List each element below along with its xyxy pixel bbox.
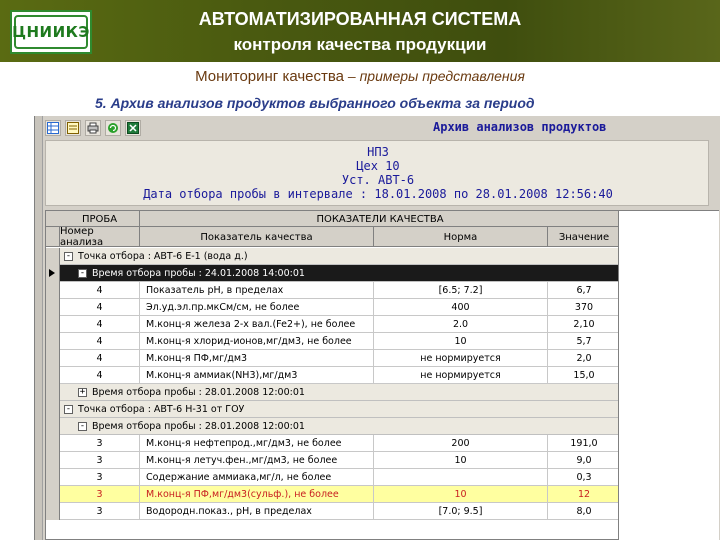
collapse-icon[interactable]: -: [79, 268, 86, 278]
sampling-point-row[interactable]: [46, 248, 619, 265]
app-window: [34, 116, 720, 540]
row-indicator[interactable]: [46, 469, 60, 486]
refresh-icon[interactable]: [105, 120, 121, 136]
cell-parameter[interactable]: [140, 367, 374, 383]
cell-number[interactable]: [60, 282, 140, 298]
cell-norm[interactable]: [374, 333, 548, 349]
analysis-grid: [45, 210, 619, 540]
cell-norm[interactable]: [374, 469, 548, 485]
sample-time-label: [92, 418, 305, 434]
cell-value-text: 0,3: [576, 471, 592, 483]
cell-parameter-text: Эл.уд.эл.пр.мкСм/см, не более: [146, 301, 300, 313]
cell-value[interactable]: [548, 333, 619, 349]
info-unit: Уст. АВТ-6: [341, 173, 415, 187]
cell-number[interactable]: [60, 367, 140, 383]
table-row[interactable]: [46, 367, 619, 384]
row-indicator[interactable]: [46, 265, 60, 282]
cell-number-text: 3: [96, 454, 103, 466]
row-indicator[interactable]: [46, 503, 60, 520]
info-period: Дата отбора пробы в интервале : 18.01.2008 по 28.01.2008 12:56:40: [143, 187, 613, 201]
cell-norm-text: [7.0; 9.5]: [438, 505, 483, 517]
cell-number-text: 4: [96, 352, 103, 364]
table-row[interactable]: [46, 435, 619, 452]
grid-icon[interactable]: [45, 120, 61, 136]
toolbar: [45, 118, 141, 138]
cell-value[interactable]: [548, 469, 619, 485]
sampling-point-text: Точка отбора : АВТ-6 Е-1 (вода д.): [78, 250, 248, 262]
sampling-point-text: Точка отбора : АВТ-6 Н-31 от ГОУ: [78, 403, 245, 415]
cell-number[interactable]: [60, 333, 140, 349]
cell-number-text: 4: [96, 318, 103, 330]
subtitle-main: Мониторинг качества: [195, 68, 345, 85]
row-indicator[interactable]: [46, 282, 60, 299]
cell-norm-text: [6.5; 7.2]: [438, 284, 483, 296]
cell-number-text: 3: [96, 488, 103, 500]
app-left-bar: [35, 116, 43, 540]
current-row-arrow-icon: [49, 269, 55, 277]
cell-value[interactable]: [548, 350, 619, 366]
sample-time-row-collapsed[interactable]: [46, 384, 619, 401]
collapse-icon[interactable]: -: [65, 404, 72, 414]
column-header-number[interactable]: Номер анализа: [60, 227, 140, 247]
cell-number-text: 4: [96, 335, 103, 347]
cell-number[interactable]: [60, 469, 140, 485]
sample-time-row[interactable]: [46, 265, 619, 282]
sample-time-text: Время отбора пробы : 28.01.2008 12:00:01: [92, 386, 305, 398]
cell-norm-text: 10: [454, 335, 467, 347]
table-row[interactable]: [46, 316, 619, 333]
cell-number[interactable]: [60, 503, 140, 519]
cell-norm-text: не нормируется: [420, 369, 501, 381]
header-group-sample[interactable]: ПРОБА: [60, 211, 140, 227]
cell-parameter[interactable]: [140, 350, 374, 366]
grid-empty-area: [619, 210, 719, 540]
cell-parameter-text: М.конц-я аммиак(NH3),мг/дм3: [146, 369, 298, 381]
table-row[interactable]: [46, 452, 619, 469]
table-row[interactable]: [46, 333, 619, 350]
cell-value[interactable]: [548, 503, 619, 519]
cell-parameter[interactable]: [140, 333, 374, 349]
header-group-row: [46, 211, 619, 227]
row-indicator[interactable]: [46, 299, 60, 316]
table-row[interactable]: [46, 503, 619, 520]
collapse-icon[interactable]: -: [79, 421, 86, 431]
row-indicator[interactable]: [46, 248, 60, 265]
cell-parameter[interactable]: [140, 503, 374, 519]
cell-value[interactable]: [548, 435, 619, 451]
cell-number[interactable]: [60, 350, 140, 366]
table-row[interactable]: [46, 350, 619, 367]
row-indicator[interactable]: [46, 418, 60, 435]
cell-norm[interactable]: [374, 316, 548, 332]
cell-value-text: 15,0: [573, 369, 595, 381]
cell-value-text: 8,0: [576, 505, 592, 517]
cell-parameter-text: М.конц-я ПФ,мг/дм3(сульф.), не более: [146, 488, 339, 500]
cell-value-text: 191,0: [570, 437, 598, 449]
cell-value-text: 12: [577, 488, 591, 500]
column-header-row: [46, 227, 619, 247]
cell-number-text: 3: [96, 471, 103, 483]
collapse-icon[interactable]: -: [65, 251, 72, 261]
cell-value-text: 5,7: [576, 335, 592, 347]
row-indicator[interactable]: [46, 333, 60, 350]
cell-norm[interactable]: [374, 486, 548, 502]
info-shop: Цех 10: [356, 159, 400, 173]
cell-parameter-text: М.конц-я летуч.фен.,мг/дм3, не более: [146, 454, 338, 466]
sampling-point-label: [78, 401, 244, 417]
cell-norm[interactable]: [374, 452, 548, 468]
cell-value[interactable]: [548, 282, 619, 298]
cell-number[interactable]: [60, 316, 140, 332]
cell-parameter-text: М.конц-я ПФ,мг/дм3: [146, 352, 248, 364]
cell-norm[interactable]: [374, 503, 548, 519]
cell-value[interactable]: [548, 486, 619, 502]
cell-parameter-text: М.конц-я нефтепрод.,мг/дм3, не более: [146, 437, 342, 449]
print-icon[interactable]: [85, 120, 101, 136]
cell-number-text: 4: [96, 369, 103, 381]
info-panel: [45, 140, 709, 206]
table-row[interactable]: [46, 282, 619, 299]
column-header-value[interactable]: Значение: [558, 231, 610, 243]
cell-norm-text: 400: [451, 301, 470, 313]
sample-time-text: Время отбора пробы : 24.01.2008 14:00:01: [92, 267, 305, 279]
cell-norm-text: 200: [451, 437, 470, 449]
sample-time-text: Время отбора пробы : 28.01.2008 12:00:01: [92, 420, 305, 432]
cell-parameter[interactable]: [140, 469, 374, 485]
cell-norm[interactable]: [374, 435, 548, 451]
row-indicator[interactable]: [46, 452, 60, 469]
row-indicator[interactable]: [46, 316, 60, 333]
column-header-norm[interactable]: Норма: [374, 227, 548, 247]
cell-parameter-text: М.конц-я железа 2-х вал.(Fe2+), не более: [146, 318, 356, 330]
cell-value[interactable]: [548, 316, 619, 332]
column-header-parameter[interactable]: Показатель качества: [140, 227, 374, 247]
cell-value-text: 2,0: [576, 352, 592, 364]
sampling-point-row[interactable]: [46, 401, 619, 418]
sampling-point-label: [78, 248, 248, 264]
cell-number[interactable]: [60, 435, 140, 451]
cell-value[interactable]: [548, 299, 619, 315]
cell-value-text: 2,10: [573, 318, 595, 330]
cell-norm-text: 10: [454, 488, 467, 500]
cell-norm-text: не нормируется: [420, 352, 501, 364]
title-line-1: АВТОМАТИЗИРОВАННАЯ СИСТЕМА: [198, 9, 522, 29]
table-row[interactable]: [46, 299, 619, 316]
row-indicator[interactable]: [46, 367, 60, 384]
cell-number[interactable]: [60, 486, 140, 502]
subtitle-suffix: – примеры представления: [344, 68, 525, 84]
cell-number-text: 3: [96, 437, 103, 449]
cell-value-text: 370: [574, 301, 594, 313]
cell-parameter[interactable]: [140, 316, 374, 332]
cell-value[interactable]: [548, 452, 619, 468]
info-plant: НПЗ: [367, 145, 389, 159]
header-group-quality[interactable]: ПОКАЗАТЕЛИ КАЧЕСТВА: [316, 213, 444, 225]
title-line-2: контроля качества продукции: [233, 35, 487, 54]
row-indicator[interactable]: [46, 350, 60, 367]
cell-parameter[interactable]: [140, 452, 374, 468]
subtitle: [0, 68, 720, 85]
cell-value-text: 9,0: [576, 454, 592, 466]
row-indicator[interactable]: [46, 486, 60, 503]
cell-norm-text: 10: [454, 454, 467, 466]
cell-norm[interactable]: [374, 367, 548, 383]
cell-number-text: 4: [96, 284, 103, 296]
cell-norm[interactable]: [374, 282, 548, 298]
sample-time-label: [92, 384, 305, 400]
window-title: Архив анализов продуктов: [433, 120, 607, 134]
sample-time-label: [92, 265, 305, 281]
cell-parameter[interactable]: [140, 486, 374, 502]
cell-norm[interactable]: [374, 350, 548, 366]
cell-parameter[interactable]: [140, 299, 374, 315]
expand-icon[interactable]: +: [79, 387, 86, 397]
cell-parameter-text: Водородн.показ., pH, в пределах: [146, 505, 312, 517]
section-title: 5. Архив анализов продуктов выбранного объекта за период: [95, 95, 535, 111]
cell-norm[interactable]: [374, 299, 548, 315]
excel-icon[interactable]: [125, 120, 141, 136]
row-indicator[interactable]: [46, 384, 60, 401]
row-indicator[interactable]: [46, 401, 60, 418]
cell-parameter-text: Показатель pH, в пределах: [146, 284, 284, 296]
cell-parameter[interactable]: [140, 282, 374, 298]
cell-parameter-text: М.конц-я хлорид-ионов,мг/дм3, не более: [146, 335, 352, 347]
table-row[interactable]: [46, 486, 619, 503]
cell-number[interactable]: [60, 452, 140, 468]
cell-number-text: 4: [96, 301, 103, 313]
sample-time-row[interactable]: [46, 418, 619, 435]
cell-norm-text: 2.0: [452, 318, 469, 330]
cell-number[interactable]: [60, 299, 140, 315]
cell-parameter[interactable]: [140, 435, 374, 451]
cell-number-text: 3: [96, 505, 103, 517]
cell-value-text: 6,7: [576, 284, 592, 296]
cell-parameter-text: Содержание аммиака,мг/л, не более: [146, 471, 332, 483]
row-indicator[interactable]: [46, 435, 60, 452]
table-icon[interactable]: [65, 120, 81, 136]
header-band: [0, 0, 720, 62]
row-indicator-header: [46, 227, 60, 247]
cell-value[interactable]: [548, 367, 619, 383]
logo-text: ЦНИИКЭ: [14, 15, 88, 49]
table-row[interactable]: [46, 469, 619, 486]
